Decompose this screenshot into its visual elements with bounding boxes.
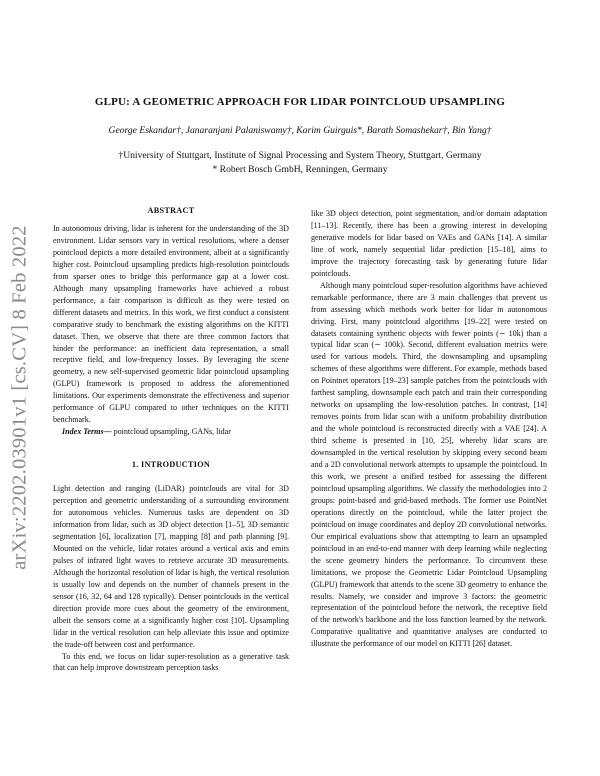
introduction-heading: 1. INTRODUCTION (131, 460, 211, 470)
introduction-paragraph-1: Light detection and ranging (LiDAR) pointclouds are vital for 3D perception and geometric understanding of a surrounding environment for autonomous vehicles. Numerous tasks are dependent on 3D information from lidar, such as 3D object detection [1–5], 3D semantic segmentation [6], localization [7], mapping [8] and path planning [9]. Mounted on the vehicle, lidar rotates around a vertical axis and emits pulses of infrared light waves to retrieve accurate 3D measurements. Although the horizontal resolution of lidar is high, the vertical resolution is usually low and depends on the number of channels present in the sensor (16, 32, 64 and 128 typically). Denser pointclouds in the vertical direction provide more cues about the geometry of the environment, albeit the sensors come at a significantly higher cost [10]. Upsampling lidar in the vertical resolution can help alleviate this issue and optimize the trade-off between cost and performance. (53, 484, 289, 649)
author-list: George Eskandar†, Janaranjani Palaniswamy†, Karim Guirguis*, Barath Somashekar†, Bin Yang† (108, 125, 492, 136)
abstract-text: In autonomous driving, lidar is inherent for the understanding of the 3D environment. Lidar sensors vary in vertical resolutions, where a denser pointcloud depicts a more detailed environment, albeit at a significantly higher cost. Pointcloud upsampling predicts high-resolution pointclouds from sparser ones to bridge this performance gap at a lower cost. Although many upsampling frameworks have achieved a robust performance, a fair comparison is difficult as they were tested on different datasets and metrics. In this work, we first conduct a consistent comparative study to benchmark the existing algorithms on the KITTI dataset. Then, we observe that there are three common factors that hinder the performance: an inefficient data representation, a small receptive field, and low-frequency losses. By leveraging the scene geometry, a new self-supervised geometric lidar pointcloud upsampling (GLPU) framework is proposed to address the aforementioned limitations. Our experiments demonstrate the effectiveness and superior performance of GLPU compared to other techniques on the KITTI benchmark. (53, 224, 289, 425)
left-column (53, 206, 289, 674)
affiliation-1: †University of Stuttgart, Institute of Signal Processing and System Theory, Stuttgart, Germany (118, 150, 482, 161)
right-column (311, 208, 547, 650)
arxiv-identifier-text: arXiv:2202.03901v1 [cs.CV] 8 Feb 2022 (8, 225, 31, 570)
introduction-paragraph-3: like 3D object detection, point segmentation, and/or domain adaptation [11–13]. Recently, there has been a growing interest in developing generative models for lidar based on VAEs and GANs [14]. A similar line of work, namely sequential lidar prediction [15–18], aims to improve the trajectory forecasting task by generating future lidar pointclouds. (311, 209, 547, 278)
index-terms-text: pointcloud upsampling, GANs, lidar (111, 427, 231, 437)
introduction-paragraph-2: To this end, we focus on lidar super-resolution as a generative task that can help improve downstream perception tasks (53, 651, 289, 673)
index-terms (53, 426, 289, 438)
affiliation-2: * Robert Bosch GmbH, Renningen, Germany (212, 164, 388, 175)
paper-title: GLPU: A GEOMETRIC APPROACH FOR LIDAR POINTCLOUD UPSAMPLING (94, 96, 506, 108)
abstract-heading: ABSTRACT (147, 206, 195, 215)
index-terms-label: Index Terms— (62, 427, 112, 437)
introduction-paragraph-4: Although many pointcloud super-resolution algorithms have achieved remarkable performance, there are 3 main challenges that prevent us from assessing which methods work better for lidar in autonomous driving. First, many pointcloud algorithms [19–22] were tested on datasets containing synthetic objects with fewer points (∼ 10k) than a typical lidar scan (∼ 100k). Second, different evaluation metrics were used for various models. Third, the downsampling and upsampling schemes of these algorithms were different. For example, methods based on Pointnet operators [19–23] sample patches from the pointclouds with farthest sampling, downsample each patch and train their corresponding networks on upsampling the low-resolution patches. In contrast, [14] removes points from lidar scan with a uniform probability distribution and the whole pointcloud is reconstructed directly with a VAE [24]. A third scheme is presented in [10, 25], whereby lidar scans are downsampled in the vertical resolution by skipping every second beam and a 2D convolutional network attempts to upsample the pointcloud. In this work, we present a unified testbed for assessing the different pointcloud upsampling algorithms. We classify the methodologies into 2 groups: point-based and grid-based methods. The former use PointNet operations directly on the pointcloud, while the latter project the pointcloud on image coordinates and deploy 2D convolutional networks. Our empirical evaluations show that attempting to learn an upsampled pointcloud in an end-to-end manner with deep learning while neglecting the scene geometry hinders the performance. To circumvent these limitations, we propose the Geometric Lidar Pointcloud Upsampling (GLPU) framework that attends to the scene 3D geometry to enhance the results. Namely, we consider and improve 3 factors: the geometric representation of the pointcloud before the network, the receptive field of the network's backbone and the loss function learned by the network. Comparative qualitative and quantitative analyses are conducted to illustrate the performance of our model on KITTI [26] dataset. (311, 280, 547, 649)
arxiv-identifier (8, 210, 32, 585)
